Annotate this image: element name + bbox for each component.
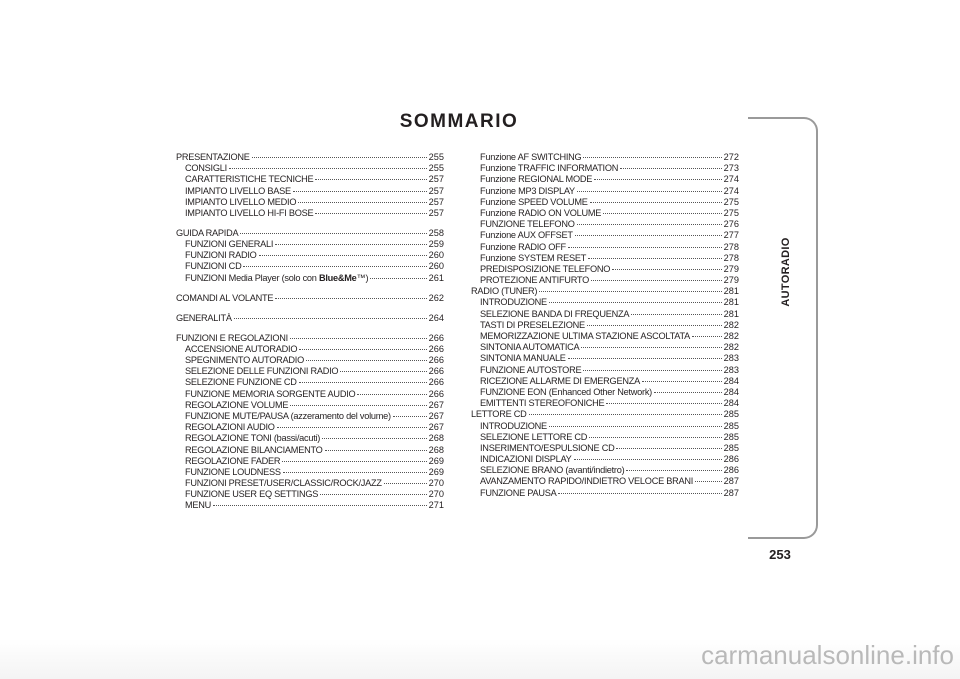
dot-leader — [589, 437, 722, 438]
toc-entry-title: INTRODUZIONE — [480, 297, 547, 308]
toc-page-number: 255 — [428, 152, 444, 162]
dot-leader — [213, 505, 427, 506]
toc-entry[interactable] — [176, 261, 444, 272]
toc-entry-title: PRESENTAZIONE — [176, 152, 250, 162]
toc-entry[interactable] — [471, 398, 739, 409]
dot-leader — [290, 338, 427, 339]
toc-right-column — [471, 152, 739, 499]
toc-entry[interactable] — [176, 478, 444, 489]
dot-leader — [299, 349, 426, 350]
toc-entry[interactable] — [471, 152, 739, 163]
toc-entry[interactable] — [176, 197, 444, 208]
toc-page-number: 271 — [428, 500, 444, 511]
toc-entry[interactable] — [176, 366, 444, 377]
dot-leader — [631, 314, 721, 315]
dot-leader — [283, 472, 427, 473]
toc-page-number: 275 — [723, 207, 739, 218]
dot-leader — [654, 392, 722, 393]
page-title: SOMMARIO — [399, 111, 519, 132]
toc-entry[interactable] — [471, 297, 739, 308]
toc-entry-title: FUNZIONI Media Player (solo con Blue&Me™) — [185, 272, 369, 283]
toc-entry-title: FUNZIONE USER EQ SETTINGS — [185, 489, 319, 500]
dot-leader — [581, 347, 721, 348]
dot-leader — [583, 370, 721, 371]
toc-entry-title: RICEZIONE ALLARME DI EMERGENZA — [480, 375, 640, 386]
toc-entry[interactable] — [471, 331, 739, 342]
toc-entry[interactable] — [471, 253, 739, 264]
dot-leader — [290, 405, 426, 406]
toc-page-number: 282 — [723, 319, 739, 330]
dot-leader — [539, 291, 721, 292]
toc-page-number: 262 — [428, 292, 444, 303]
toc-page-number: 257 — [428, 174, 444, 185]
toc-entry[interactable] — [471, 476, 739, 487]
dot-leader — [277, 427, 427, 428]
toc-page-number: 268 — [428, 444, 444, 455]
toc-entry-title: REGOLAZIONE BILANCIAMENTO — [185, 444, 323, 455]
toc-entry[interactable] — [471, 320, 739, 331]
toc-page-number: 257 — [428, 185, 444, 196]
toc-entry-title: SINTONIA MANUALE — [480, 353, 566, 364]
toc-entry-title: INDICAZIONI DISPLAY — [480, 454, 572, 465]
toc-page-number: 284 — [723, 386, 739, 397]
toc-page-number: 274 — [723, 185, 739, 196]
dot-leader — [322, 438, 427, 439]
toc-entry-title: Funzione TRAFFIC INFORMATION — [480, 163, 619, 174]
toc-page-number: 285 — [723, 431, 739, 442]
toc-page-number: 281 — [723, 286, 739, 297]
dot-leader — [574, 459, 722, 460]
toc-entry[interactable] — [176, 273, 444, 284]
dot-leader — [577, 191, 722, 192]
dot-leader — [594, 179, 722, 180]
toc-entry-title: FUNZIONE MEMORIA SORGENTE AUDIO — [185, 388, 356, 399]
toc-page-number: 282 — [723, 331, 739, 341]
dot-leader — [259, 255, 427, 256]
toc-entry-title: REGOLAZIONI AUDIO — [185, 422, 275, 433]
toc-entry[interactable] — [471, 342, 739, 353]
dot-leader — [282, 461, 426, 462]
toc-entry[interactable] — [176, 250, 444, 261]
toc-entry[interactable] — [471, 230, 739, 241]
toc-entry-title: FUNZIONE AUTOSTORE — [480, 364, 582, 375]
toc-entry[interactable] — [471, 163, 739, 174]
toc-page-number: 278 — [723, 252, 739, 263]
toc-entry-title: Funzione REGIONAL MODE — [480, 174, 593, 185]
toc-section-entry[interactable] — [471, 409, 739, 420]
dot-leader — [606, 403, 721, 404]
toc-page-number: 264 — [428, 312, 444, 323]
dot-leader — [590, 202, 722, 203]
dot-leader — [575, 235, 722, 236]
toc-page-number: 283 — [723, 364, 739, 375]
toc-page-number: 266 — [428, 355, 444, 365]
toc-entry[interactable] — [471, 275, 739, 286]
toc-page-number: 261 — [428, 272, 444, 283]
toc-entry-title: LETTORE CD — [471, 409, 527, 420]
toc-entry[interactable] — [176, 456, 444, 467]
dot-leader — [568, 247, 722, 248]
dot-leader — [298, 202, 426, 203]
toc-section-entry[interactable] — [176, 228, 444, 239]
toc-entry-title: Funzione RADIO OFF — [480, 241, 566, 252]
toc-entry-title: EMITTENTI STEREOFONICHE — [480, 398, 605, 409]
toc-entry[interactable] — [176, 344, 444, 355]
dot-leader — [587, 325, 722, 326]
toc-entry-title: SPEGNIMENTO AUTORADIO — [185, 355, 304, 365]
dot-leader — [591, 280, 722, 281]
toc-entry-title: FUNZIONI PRESET/USER/CLASSIC/ROCK/JAZZ — [185, 478, 382, 489]
dot-leader — [626, 470, 721, 471]
toc-entry-title: SINTONIA AUTOMATICA — [480, 342, 580, 353]
toc-entry[interactable] — [176, 500, 444, 511]
toc-page-number: 266 — [428, 366, 444, 377]
toc-entry[interactable] — [176, 174, 444, 185]
dot-leader — [357, 394, 426, 395]
toc-entry[interactable] — [471, 186, 739, 197]
toc-entry[interactable] — [471, 421, 739, 432]
toc-entry-title: SELEZIONE LETTORE CD — [480, 431, 588, 442]
dot-leader — [549, 302, 722, 303]
toc-page-number: 258 — [428, 227, 444, 238]
dot-leader — [240, 233, 426, 234]
dot-leader — [603, 213, 722, 214]
toc-entry-title: Funzione SYSTEM RESET — [480, 252, 587, 263]
toc-entry[interactable] — [176, 355, 444, 366]
dot-leader — [695, 481, 722, 482]
toc-page-number: 275 — [723, 196, 739, 207]
toc-entry[interactable] — [471, 443, 739, 454]
toc-page-number: 267 — [428, 410, 444, 421]
toc-entry[interactable] — [471, 197, 739, 208]
dot-leader — [529, 414, 722, 415]
toc-entry-title: Funzione RADIO ON VOLUME — [480, 207, 602, 218]
toc-entry[interactable] — [176, 163, 444, 174]
dot-leader — [275, 244, 427, 245]
toc-entry-title: GUIDA RAPIDA — [176, 227, 239, 238]
toc-entry[interactable] — [176, 208, 444, 219]
toc-entry[interactable] — [471, 264, 739, 275]
dot-leader — [275, 298, 426, 299]
toc-entry[interactable] — [176, 389, 444, 400]
page-number: 253 — [769, 547, 791, 562]
toc-page-number: 279 — [723, 275, 739, 286]
dot-leader — [243, 266, 426, 267]
dot-leader — [234, 318, 427, 319]
toc-page-number: 285 — [723, 420, 739, 431]
toc-section-entry[interactable] — [176, 152, 444, 163]
toc-entry[interactable] — [176, 411, 444, 422]
dot-leader — [320, 494, 427, 495]
toc-entry[interactable] — [471, 387, 739, 398]
toc-entry-title: Funzione SPEED VOLUME — [480, 196, 588, 207]
toc-page-number: 283 — [723, 353, 739, 364]
dot-leader — [252, 157, 427, 158]
dot-leader — [568, 358, 722, 359]
toc-entry-title: RADIO (TUNER) — [471, 286, 538, 297]
toc-page-number: 270 — [428, 489, 444, 500]
toc-entry[interactable] — [176, 467, 444, 478]
toc-entry-title: REGOLAZIONE TONI (bassi/acuti) — [185, 433, 321, 444]
toc-entry[interactable] — [471, 465, 739, 476]
toc-entry-title: FUNZIONE LOUDNESS — [185, 466, 281, 477]
toc-page-number: 286 — [723, 454, 739, 465]
toc-section-entry[interactable] — [176, 293, 444, 304]
toc-page-number: 260 — [428, 261, 444, 272]
toc-entry-title: PREDISPOSIZIONE TELEFONO — [480, 263, 611, 274]
toc-entry-title: REGOLAZIONE FADER — [185, 455, 281, 466]
toc-entry-title: FUNZIONE MUTE/PAUSA (azzeramento del volume) — [185, 410, 391, 421]
toc-entry-title: REGOLAZIONE VOLUME — [185, 399, 289, 410]
footer-band — [0, 639, 960, 679]
toc-page-number: 286 — [723, 465, 739, 476]
toc-page-number: 285 — [723, 409, 739, 420]
toc-entry-title: INTRODUZIONE — [480, 420, 547, 431]
toc-page-number: 259 — [428, 239, 444, 250]
dot-leader — [549, 426, 722, 427]
toc-entry[interactable] — [471, 174, 739, 185]
toc-section-entry[interactable] — [176, 313, 444, 324]
toc-page-number: 285 — [723, 442, 739, 453]
toc-page-number: 272 — [723, 152, 739, 162]
toc-page-number: 269 — [428, 466, 444, 477]
dot-leader — [612, 269, 722, 270]
dot-leader — [299, 382, 427, 383]
dot-leader — [370, 278, 426, 279]
toc-entry[interactable] — [176, 377, 444, 388]
toc-entry-title: IMPIANTO LIVELLO HI-FI BOSE — [185, 207, 314, 218]
toc-page-number: 267 — [428, 422, 444, 433]
dot-leader — [325, 450, 427, 451]
toc-entry-title: MEMORIZZAZIONE ULTIMA STAZIONE ASCOLTATA — [480, 331, 690, 341]
dot-leader — [588, 258, 722, 259]
dot-leader — [306, 360, 427, 361]
toc-entry-title: TASTI DI PRESELEZIONE — [480, 319, 585, 330]
toc-entry-title: SELEZIONE FUNZIONE CD — [185, 377, 297, 388]
toc-entry[interactable] — [471, 219, 739, 230]
toc-page-number: 284 — [723, 375, 739, 386]
toc-entry-title: SELEZIONE DELLE FUNZIONI RADIO — [185, 366, 339, 377]
toc-entry-title: MENU — [185, 500, 212, 511]
dot-leader — [616, 448, 721, 449]
dot-leader — [340, 371, 426, 372]
dot-leader — [384, 483, 427, 484]
toc-entry[interactable] — [471, 454, 739, 465]
toc-section-entry[interactable] — [176, 333, 444, 344]
toc-entry-title: FUNZIONE EON (Enhanced Other Network) — [480, 386, 652, 397]
toc-page-number: 287 — [723, 476, 739, 487]
dot-leader — [583, 157, 721, 158]
toc-page-number: 270 — [428, 478, 444, 489]
toc-entry[interactable] — [176, 445, 444, 456]
toc-entry[interactable] — [471, 309, 739, 320]
toc-entry-title: GENERALITÀ — [176, 312, 232, 323]
toc-entry-title: IMPIANTO LIVELLO BASE — [185, 185, 291, 196]
dot-leader — [393, 416, 427, 417]
toc-left-column — [176, 152, 444, 512]
toc-page-number: 266 — [428, 377, 444, 388]
toc-entry[interactable] — [176, 433, 444, 444]
toc-entry-title: FUNZIONI E REGOLAZIONI — [176, 332, 288, 343]
dot-leader — [315, 179, 426, 180]
dot-leader — [577, 224, 722, 225]
toc-page-number: 255 — [428, 163, 444, 174]
toc-entry-title: Funzione MP3 DISPLAY — [480, 185, 575, 196]
toc-page-number: 282 — [723, 342, 739, 353]
dot-leader — [558, 493, 721, 494]
toc-entry-title: PROTEZIONE ANTIFURTO — [480, 275, 590, 286]
toc-page-number: 269 — [428, 455, 444, 466]
toc-page-number: 279 — [723, 263, 739, 274]
toc-page-number: 268 — [428, 433, 444, 444]
toc-section-entry[interactable] — [471, 286, 739, 297]
toc-page-number: 274 — [723, 174, 739, 185]
toc-entry-title: Funzione AUX OFFSET — [480, 230, 573, 241]
toc-page-number: 266 — [428, 332, 444, 343]
toc-entry-title: ACCENSIONE AUTORADIO — [185, 343, 298, 354]
dot-leader — [642, 381, 722, 382]
toc-page-number: 257 — [428, 196, 444, 207]
toc-entry[interactable] — [176, 400, 444, 411]
toc-entry-title: COMANDI AL VOLANTE — [176, 292, 274, 303]
toc-entry-title: AVANZAMENTO RAPIDO/INDIETRO VELOCE BRANI — [480, 476, 694, 487]
toc-entry-title: SELEZIONE BRANO (avanti/indietro) — [480, 465, 625, 476]
dot-leader — [620, 168, 722, 169]
chapter-tab — [748, 117, 818, 539]
toc-page-number: 287 — [723, 487, 739, 498]
toc-page-number: 257 — [428, 207, 444, 218]
dot-leader — [692, 336, 722, 337]
toc-entry-title: FUNZIONI CD — [185, 261, 242, 272]
toc-entry-title: FUNZIONI RADIO — [185, 250, 257, 261]
toc-entry[interactable] — [471, 432, 739, 443]
toc-page-number: 266 — [428, 388, 444, 399]
toc-entry-title: FUNZIONE TELEFONO — [480, 219, 575, 230]
toc-entry-title: Funzione AF SWITCHING — [480, 152, 582, 162]
toc-entry-title: IMPIANTO LIVELLO MEDIO — [185, 196, 297, 207]
toc-entry-title: INSERIMENTO/ESPULSIONE CD — [480, 442, 615, 453]
toc-entry-title: FUNZIONI GENERALI — [185, 239, 274, 250]
toc-entry[interactable] — [471, 376, 739, 387]
toc-entry[interactable] — [471, 208, 739, 219]
toc-page-number: 276 — [723, 219, 739, 230]
toc-entry-title: CONSIGLI — [185, 163, 227, 174]
toc-entry[interactable] — [176, 422, 444, 433]
toc-page-number: 273 — [723, 163, 739, 174]
toc-page-number: 281 — [723, 308, 739, 319]
watermark: carmanualsonline.info — [701, 640, 954, 670]
toc-entry[interactable] — [176, 239, 444, 250]
toc-entry[interactable] — [471, 242, 739, 253]
toc-entry[interactable] — [176, 489, 444, 500]
dot-leader — [315, 213, 426, 214]
toc-page-number: 260 — [428, 250, 444, 261]
toc-page-number: 266 — [428, 343, 444, 354]
chapter-tab-label: AUTORADIO — [780, 237, 792, 307]
toc-entry[interactable] — [176, 186, 444, 197]
toc-page-number: 267 — [428, 399, 444, 410]
toc-page-number: 277 — [723, 230, 739, 241]
toc-entry-title: SELEZIONE BANDA DI FREQUENZA — [480, 308, 630, 319]
toc-entry-title: CARATTERISTICHE TECNICHE — [185, 174, 314, 185]
toc-page-number: 278 — [723, 241, 739, 252]
toc-page-number: 284 — [723, 398, 739, 409]
toc-entry[interactable] — [471, 365, 739, 376]
toc-entry-title: FUNZIONE PAUSA — [480, 487, 557, 498]
toc-entry[interactable] — [471, 488, 739, 499]
toc-entry[interactable] — [471, 353, 739, 364]
dot-leader — [229, 168, 427, 169]
toc-page-number: 281 — [723, 297, 739, 308]
dot-leader — [293, 191, 427, 192]
